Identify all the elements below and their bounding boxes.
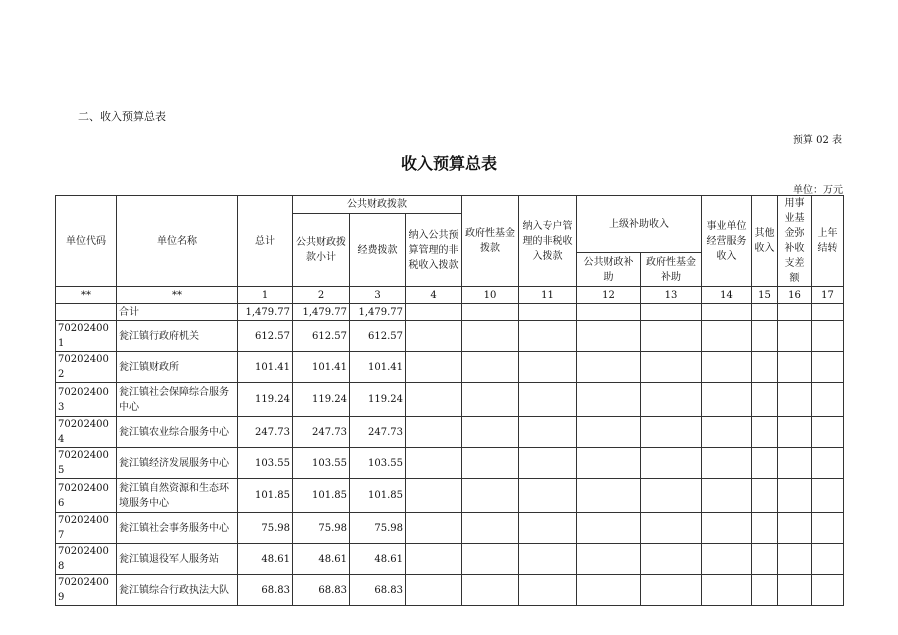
- empty-cell: [752, 575, 778, 606]
- empty-cell: [778, 304, 812, 321]
- unit-name-cell: 瓮江镇社会事务服务中心: [117, 513, 238, 544]
- empty-cell: [812, 479, 844, 513]
- empty-cell: [752, 448, 778, 479]
- funding-cell: 48.61: [350, 544, 406, 575]
- empty-cell: [577, 417, 641, 448]
- empty-cell: [577, 321, 641, 352]
- subtotal-cell: 247.73: [293, 417, 350, 448]
- header-other-income: 其他收入: [752, 196, 778, 287]
- empty-cell: [702, 321, 752, 352]
- empty-cell: [577, 479, 641, 513]
- header-total: 总计: [238, 196, 293, 287]
- empty-cell: [778, 417, 812, 448]
- funding-cell: 75.98: [350, 513, 406, 544]
- empty-cell: [778, 448, 812, 479]
- empty-cell: [778, 513, 812, 544]
- empty-cell: [812, 575, 844, 606]
- empty-cell: [812, 448, 844, 479]
- empty-cell: [577, 513, 641, 544]
- empty-cell: [702, 513, 752, 544]
- column-index: **: [117, 287, 238, 304]
- empty-cell: [462, 544, 519, 575]
- total-row: [56, 304, 844, 321]
- funding-cell: 612.57: [350, 321, 406, 352]
- column-index: 14: [702, 287, 752, 304]
- empty-cell: [641, 352, 702, 383]
- table-row: [56, 544, 844, 575]
- empty-cell: [812, 417, 844, 448]
- column-index: 10: [462, 287, 519, 304]
- empty-cell: [641, 448, 702, 479]
- empty-cell: [462, 321, 519, 352]
- unit-name-cell: 瓮江镇财政所: [117, 352, 238, 383]
- header-upper-gov-fund: 政府性基金补助: [641, 253, 702, 287]
- empty-cell: [702, 544, 752, 575]
- empty-cell: [812, 352, 844, 383]
- empty-cell: [812, 383, 844, 417]
- total-cell: 101.41: [238, 352, 293, 383]
- empty-cell: [752, 479, 778, 513]
- unit-code-cell: 702024004: [56, 417, 117, 448]
- empty-cell: [462, 417, 519, 448]
- empty-cell: [778, 544, 812, 575]
- total-cell: 247.73: [238, 417, 293, 448]
- empty-cell: [641, 321, 702, 352]
- unit-name-cell: 瓮江镇经济发展服务中心: [117, 448, 238, 479]
- data-rows: [56, 304, 844, 606]
- unit-code-cell: 702024002: [56, 352, 117, 383]
- empty-cell: [577, 544, 641, 575]
- subtotal-cell: 68.83: [293, 575, 350, 606]
- header-gov-fund: 政府性基金拨款: [462, 196, 519, 287]
- unit-code-cell: 702024005: [56, 448, 117, 479]
- column-index: 11: [519, 287, 577, 304]
- funding-cell: 119.24: [350, 383, 406, 417]
- unit-name-cell: 瓮江镇行政府机关: [117, 321, 238, 352]
- empty-cell: [462, 448, 519, 479]
- total-cell: 103.55: [238, 448, 293, 479]
- empty-cell: [462, 513, 519, 544]
- header-rows: [56, 196, 844, 304]
- table-row: [56, 417, 844, 448]
- empty-cell: [519, 417, 577, 448]
- header-row: [56, 196, 844, 214]
- table-row: [56, 513, 844, 544]
- empty-cell: [641, 513, 702, 544]
- table-title: 收入预算总表: [400, 154, 497, 173]
- table-row: [56, 448, 844, 479]
- subtotal-cell: 101.41: [293, 352, 350, 383]
- empty-cell: [577, 575, 641, 606]
- table-row: [56, 383, 844, 417]
- unit-name-cell: 瓮江镇农业综合服务中心: [117, 417, 238, 448]
- empty-cell: [702, 352, 752, 383]
- header-funding: 经费拨款: [350, 214, 406, 287]
- unit-code-cell: 702024001: [56, 321, 117, 352]
- column-index: 16: [778, 287, 812, 304]
- funding-cell: 247.73: [350, 417, 406, 448]
- unit-code-cell: 702024003: [56, 383, 117, 417]
- subtotal-cell: 101.85: [293, 479, 350, 513]
- unit-name-cell: 瓮江镇退役军人服务站: [117, 544, 238, 575]
- empty-cell: [406, 575, 462, 606]
- column-index: **: [56, 287, 117, 304]
- empty-cell: [519, 448, 577, 479]
- header-carryover: 上年结转: [812, 196, 844, 287]
- total-cell: 119.24: [238, 383, 293, 417]
- empty-cell: [519, 321, 577, 352]
- total-cell: 48.61: [238, 544, 293, 575]
- empty-cell: [462, 479, 519, 513]
- funding-cell: 101.85: [350, 479, 406, 513]
- empty-cell: [752, 544, 778, 575]
- empty-cell: [406, 417, 462, 448]
- empty-cell: [519, 513, 577, 544]
- column-index-row: [56, 287, 844, 304]
- funding-cell: 101.41: [350, 352, 406, 383]
- unit-code-cell: 702024006: [56, 479, 117, 513]
- header-upper-public: 公共财政补助: [577, 253, 641, 287]
- empty-cell: [752, 383, 778, 417]
- column-index: 3: [350, 287, 406, 304]
- table-row: [56, 575, 844, 606]
- column-index: 1: [238, 287, 293, 304]
- empty-cell: [406, 352, 462, 383]
- funding-cell: 1,479.77: [350, 304, 406, 321]
- empty-cell: [641, 544, 702, 575]
- empty-cell: [752, 352, 778, 383]
- total-cell: 612.57: [238, 321, 293, 352]
- empty-cell: [752, 417, 778, 448]
- empty-cell: [406, 479, 462, 513]
- column-index: 12: [577, 287, 641, 304]
- unit-code-cell: 702024009: [56, 575, 117, 606]
- header-unit-code: 单位代码: [56, 196, 117, 287]
- subtotal-cell: 119.24: [293, 383, 350, 417]
- subtotal-cell: 103.55: [293, 448, 350, 479]
- income-budget-table: [55, 195, 844, 606]
- empty-cell: [406, 383, 462, 417]
- empty-cell: [702, 383, 752, 417]
- header-public-fiscal: 公共财政拨款: [293, 196, 462, 214]
- empty-cell: [641, 417, 702, 448]
- total-cell: 101.85: [238, 479, 293, 513]
- total-cell: 75.98: [238, 513, 293, 544]
- empty-cell: [641, 479, 702, 513]
- empty-cell: [641, 304, 702, 321]
- header-fund-makeup: 用事业基金弥补收支差额: [778, 196, 812, 287]
- header-nontax-budget: 纳入公共预算管理的非税收入拨款: [406, 214, 462, 287]
- form-code: 预算 02 表: [792, 135, 842, 146]
- unit-code-cell: 702024008: [56, 544, 117, 575]
- empty-cell: [406, 448, 462, 479]
- subtotal-cell: 75.98: [293, 513, 350, 544]
- subtotal-cell: 1,479.77: [293, 304, 350, 321]
- empty-cell: [462, 304, 519, 321]
- unit-code-cell: 702024007: [56, 513, 117, 544]
- unit-name-cell: 瓮江镇综合行政执法大队: [117, 575, 238, 606]
- column-index: 15: [752, 287, 778, 304]
- empty-cell: [778, 352, 812, 383]
- header-upper-subsidy: 上级补助收入: [577, 196, 702, 253]
- table-row: [56, 352, 844, 383]
- total-cell: 1,479.77: [238, 304, 293, 321]
- empty-cell: [702, 417, 752, 448]
- empty-cell: [702, 448, 752, 479]
- empty-cell: [519, 304, 577, 321]
- column-index: 13: [641, 287, 702, 304]
- section-heading: 二、收入预算总表: [78, 110, 166, 123]
- unit-name-cell: 合计: [117, 304, 238, 321]
- empty-cell: [462, 575, 519, 606]
- header-business-income: 事业单位经营服务收入: [702, 196, 752, 287]
- empty-cell: [519, 575, 577, 606]
- empty-cell: [702, 479, 752, 513]
- empty-cell: [752, 304, 778, 321]
- funding-cell: 68.83: [350, 575, 406, 606]
- empty-cell: [519, 479, 577, 513]
- header-nontax-special: 纳入专户管理的非税收入拨款: [519, 196, 577, 287]
- empty-cell: [778, 321, 812, 352]
- empty-cell: [577, 383, 641, 417]
- column-index: 17: [812, 287, 844, 304]
- total-cell: 68.83: [238, 575, 293, 606]
- header-public-fiscal-subtotal: 公共财政拨款小计: [293, 214, 350, 287]
- table-row: [56, 321, 844, 352]
- empty-cell: [702, 575, 752, 606]
- empty-cell: [812, 304, 844, 321]
- empty-cell: [778, 383, 812, 417]
- empty-cell: [519, 383, 577, 417]
- unit-name-cell: 瓮江镇自然资源和生态环境服务中心: [117, 479, 238, 513]
- empty-cell: [406, 321, 462, 352]
- empty-cell: [812, 321, 844, 352]
- empty-cell: [406, 304, 462, 321]
- unit-name-cell: 瓮江镇社会保障综合服务中心: [117, 383, 238, 417]
- empty-cell: [577, 304, 641, 321]
- empty-cell: [462, 383, 519, 417]
- empty-cell: [812, 544, 844, 575]
- column-index: 2: [293, 287, 350, 304]
- empty-cell: [519, 352, 577, 383]
- subtotal-cell: 48.61: [293, 544, 350, 575]
- empty-cell: [641, 575, 702, 606]
- empty-cell: [462, 352, 519, 383]
- empty-cell: [519, 544, 577, 575]
- subtotal-cell: 612.57: [293, 321, 350, 352]
- funding-cell: 103.55: [350, 448, 406, 479]
- empty-cell: [812, 513, 844, 544]
- empty-cell: [577, 448, 641, 479]
- empty-cell: [752, 321, 778, 352]
- unit-label: 单位：万元: [793, 185, 843, 196]
- empty-cell: [406, 544, 462, 575]
- empty-cell: [778, 479, 812, 513]
- header-unit-name: 单位名称: [117, 196, 238, 287]
- empty-cell: [406, 513, 462, 544]
- empty-cell: [641, 383, 702, 417]
- empty-cell: [752, 513, 778, 544]
- empty-cell: [702, 304, 752, 321]
- unit-code-cell: [56, 304, 117, 321]
- empty-cell: [778, 575, 812, 606]
- column-index: 4: [406, 287, 462, 304]
- table-row: [56, 479, 844, 513]
- empty-cell: [577, 352, 641, 383]
